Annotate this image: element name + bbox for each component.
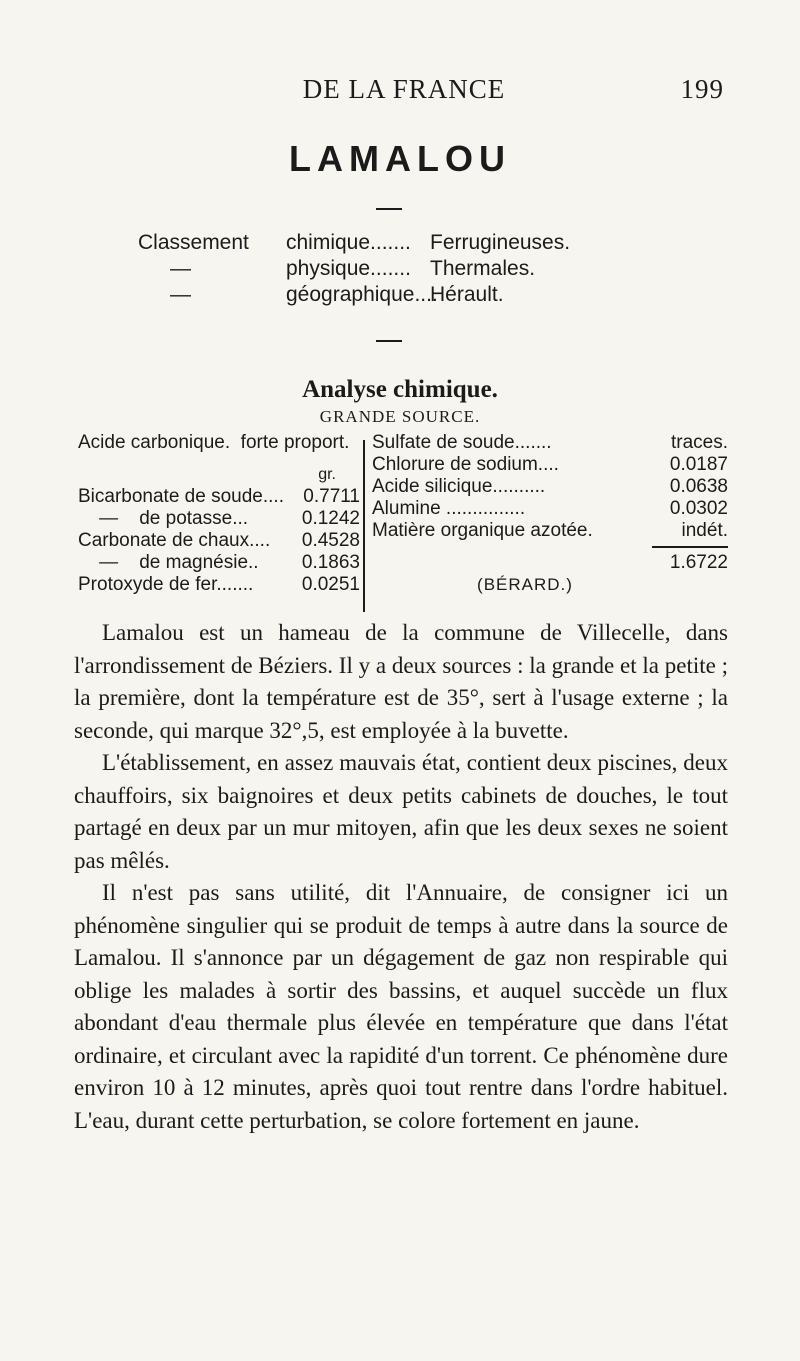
- classification-row: [138, 256, 698, 282]
- total-row: [372, 552, 728, 574]
- compound-name: Chlorure de sodium....: [372, 454, 559, 475]
- body-text: [74, 617, 728, 1137]
- classification-category: physique.......: [286, 257, 411, 280]
- analysis-left-column: [78, 432, 360, 596]
- paragraph: L'établissement, en assez mauvais état, contient deux piscines, deux chauffoirs, six baignoires et deux petits cabinets de douches, le tout partagé en deux par un mur mitoyen, afin que les deux sexes ne soient pas mêlés.: [74, 750, 728, 873]
- table-row: [78, 486, 360, 508]
- classification-block: [138, 230, 698, 308]
- running-title: DE LA FRANCE: [302, 74, 506, 104]
- compound-name: Sulfate de soude.......: [372, 432, 552, 453]
- classification-category: chimique.......: [286, 231, 411, 254]
- table-row: [78, 552, 360, 574]
- compound-value: indét.: [681, 520, 728, 541]
- table-row: [372, 454, 728, 476]
- title-divider: [376, 208, 402, 210]
- compound-name: Alumine ...............: [372, 498, 526, 519]
- classification-prefix: —: [170, 283, 191, 306]
- running-header: [84, 74, 724, 106]
- analysis-table: [78, 432, 728, 614]
- table-row: [78, 530, 360, 552]
- paragraph: Il n'est pas sans utilité, dit l'Annuaire, de consigner ici un phénomène singulier qui se produit de temps à autre dans la source de Lamalou. Il s'annonce par un dégagement de gaz non respirable qui oblige les malades à sortir des bassins, et auquel succède un flux abondant d'eau thermale plus élevée en température que dans l'état ordinaire, et circulant avec la rapidité d'un torrent. Ce phénomène dure environ 10 à 12 minutes, après quoi tout rentre dans l'ordre habituel. L'eau, durant cette perturbation, se colore fortement en jaune.: [74, 880, 728, 1133]
- compound-value: 0.0638: [669, 476, 728, 497]
- compound-value: 0.4528: [301, 530, 360, 551]
- compound-value: traces.: [670, 432, 728, 453]
- analysis-right-column: [372, 432, 728, 596]
- classification-prefix: —: [170, 257, 191, 280]
- table-row: [78, 508, 360, 530]
- classification-value: Ferrugineuses.: [430, 231, 571, 254]
- classification-value: Hérault.: [430, 283, 504, 306]
- compound-name: — de magnésie..: [78, 552, 259, 573]
- compound-name: Protoxyde de fer.......: [78, 574, 254, 595]
- compound-name: Matière organique azotée.: [372, 520, 593, 541]
- total-rule: [652, 546, 728, 548]
- classification-prefix: Classement: [138, 231, 249, 254]
- classification-row: [138, 282, 698, 308]
- compound-name: — de potasse...: [78, 508, 249, 529]
- section-divider: [376, 340, 402, 342]
- analysis-title: Analyse chimique.: [302, 376, 498, 403]
- compound-name: Carbonate de chaux....: [78, 530, 271, 551]
- source-title: GRANDE SOURCE.: [319, 407, 481, 426]
- classification-row: [138, 230, 698, 256]
- page-title: LAMALOU: [289, 138, 511, 179]
- page-number: 199: [680, 74, 724, 104]
- total-value: 1.6722: [669, 552, 728, 573]
- column-separator: [363, 440, 365, 612]
- unit-label: gr.: [318, 466, 336, 483]
- table-row: [372, 498, 728, 520]
- compound-name: Bicarbonate de soude....: [78, 486, 284, 507]
- compound-value: 0.1863: [301, 552, 360, 573]
- table-row: [372, 476, 728, 498]
- compound-value: 0.0187: [669, 454, 728, 475]
- table-row: [372, 432, 728, 454]
- compound-value: 0.0251: [301, 574, 360, 595]
- compound-value: 0.7711: [303, 486, 360, 507]
- classification-value: Thermales.: [430, 257, 536, 280]
- paragraph: Lamalou est un hameau de la commune de Villecelle, dans l'arrondissement de Béziers. Il y a deux sources : la grande et la petite ; la première, dont la température est de 35°, sert à l'usage externe ; la seconde, qui marque 32°,5, est employée à la buvette.: [74, 620, 728, 743]
- compound-value: 0.1242: [301, 508, 360, 529]
- classification-category: géographique....: [286, 283, 438, 306]
- compound-name: Acide silicique..........: [372, 476, 546, 497]
- table-row: [372, 520, 728, 542]
- compound-value: 0.0302: [669, 498, 728, 519]
- left-header: Acide carbonique. forte proport.: [78, 432, 350, 453]
- table-row: [78, 574, 360, 596]
- analysis-author: (BÉRARD.): [477, 575, 573, 594]
